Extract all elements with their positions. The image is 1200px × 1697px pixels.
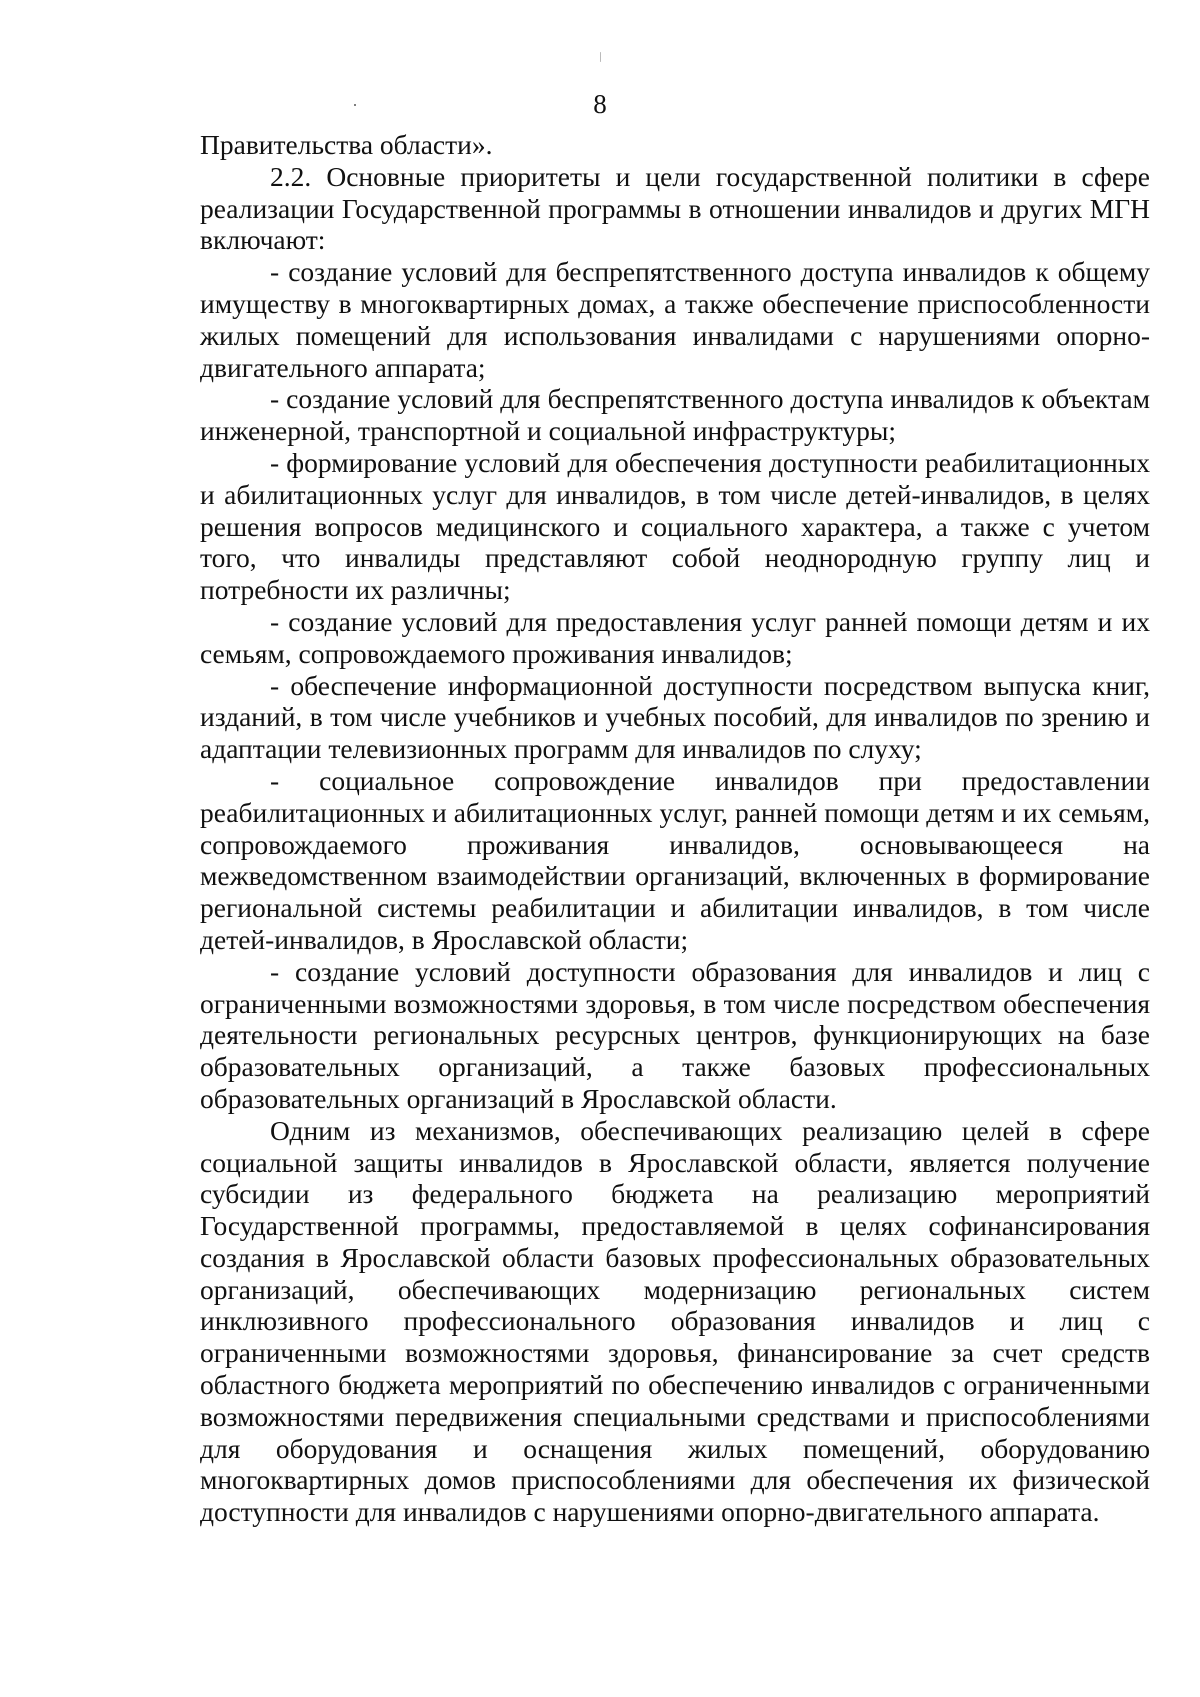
list-item: - создание условий для беспрепятственного доступа инвалидов к общему имуществу в многоквартирных домах, а также обеспечение приспособленности жилых помещений для использования инвалидами с нарушениями опорно-двигательного аппарата; <box>200 256 1150 383</box>
list-item: - создание условий для беспрепятственного доступа инвалидов к объектам инженерной, транспортной и социальной инфраструктуры; <box>200 383 1150 447</box>
scan-artifact <box>600 52 601 62</box>
list-item: - социальное сопровождение инвалидов при предоставлении реабилитационных и абилитационных услуг, ранней помощи детям и их семьям, сопровождаемого проживания инвалидов, основывающееся на межведомственном взаимодействии организаций, включенных в формирование региональной системы реабилитации и абилитации инвалидов, в том числе детей-инвалидов, в Ярославской области; <box>200 764 1150 955</box>
page-number: 8 <box>593 89 607 119</box>
document-body <box>200 129 1150 1528</box>
paragraph-continuation: Правительства области». <box>200 129 493 160</box>
list-item: - формирование условий для обеспечения доступности реабилитационных и абилитационных услуг для инвалидов, в том числе детей-инвалидов, в целях решения вопросов медицинского и социального характера, а также с учетом того, что инвалиды представляют собой неоднородную группу лиц и потребности их различны; <box>200 446 1150 606</box>
paragraph: Одним из механизмов, обеспечивающих реализацию целей в сфере социальной защиты инвалидов в Ярославской области, является получение субсидии из федерального бюджета на реализацию мероприятий Государственной программы, предоставляемой в целях софинансирования создания в Ярославской области базовых профессиональных образовательных организаций, обеспечивающих модернизацию региональных систем инклюзивного профессионального образования инвалидов и лиц с ограниченными возможностями здоровья, финансирование за счет средств областного бюджета мероприятий по обеспечению инвалидов с ограниченными возможностями передвижения специальными средствами и приспособлениями для оборудования и оснащения жилых помещений, оборудованию многоквартирных домов приспособлениями для обеспечения их физической доступности для инвалидов с нарушениями опорно-двигательного аппарата. <box>200 1114 1150 1528</box>
list-item: - создание условий для предоставления услуг ранней помощи детям и их семьям, сопровождаемого проживания инвалидов; <box>200 605 1150 669</box>
list-item: - обеспечение информационной доступности посредством выпуска книг, изданий, в том числе учебников и учебных пособий, для инвалидов по зрению и адаптации телевизионных программ для инвалидов по слуху; <box>200 669 1150 765</box>
paragraph-section-heading: 2.2. Основные приоритеты и цели государственной политики в сфере реализации Государственной программы в отношении инвалидов и других МГН включают: <box>200 160 1150 256</box>
list-item: - создание условий доступности образования для инвалидов и лиц с ограниченными возможностями здоровья, в том числе посредством обеспечения деятельности региональных ресурсных центров, функционирующих на базе образовательных организаций, а также базовых профессиональных образовательных организаций в Ярославской области. <box>200 955 1150 1114</box>
